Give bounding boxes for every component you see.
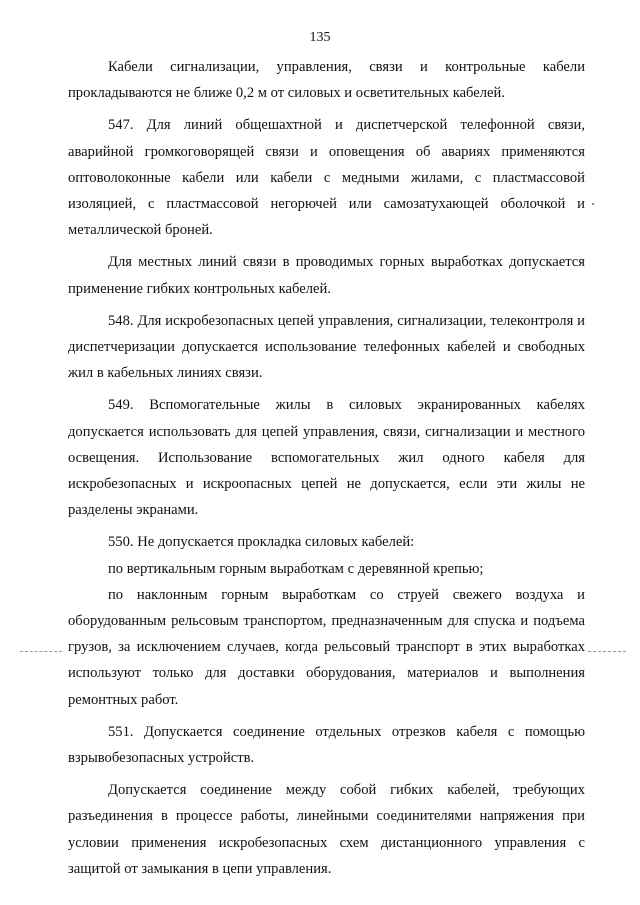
scan-artifact-dot xyxy=(592,203,594,205)
paragraph-548: 548. Для искробезопасных цепей управления, сигнализации, телеконтроля и диспетчеризации допускается использование телефонных кабелей и свободных жил в кабельных линиях связи. xyxy=(68,312,585,382)
paragraph-local-lines: Для местных линий связи в проводимых горных выработках допускается применение гибких контрольных кабелей. xyxy=(68,254,585,297)
paragraph-cables-signaling: Кабели сигнализации, управления, связи и контрольные кабели прокладываются не ближе 0,2 м от силовых и осветительных кабелей. xyxy=(68,59,585,102)
scan-artifact-line xyxy=(20,651,62,652)
page-number: 135 xyxy=(309,30,331,45)
paragraph-flexible-cables: Допускается соединение между собой гибких кабелей, требующих разъединения в процессе работы, линейными соединителями напряжения при условии применения искробезопасных схем дистанционного управления с защитой от замыкания в цепи управления. xyxy=(68,782,585,877)
paragraph-550-item-vertical: по вертикальным горным выработкам с деревянной крепью; xyxy=(108,560,484,577)
paragraph-549: 549. Вспомогательные жилы в силовых экранированных кабелях допускается использовать для цепей управления, связи, сигнализации и местного освещения. Использование вспомогательных жил одного кабеля для искробезопасных и искроопасных цепей не допускается, если эти жилы не разделены экранами. xyxy=(68,397,585,519)
paragraph-550-item-inclined: по наклонным горным выработкам со струей свежего воздуха и оборудованным рельсовым транспортом, предназначенным для спуска и подъема грузов, за исключением случаев, когда рельсовый транспорт в этих выработках используют только для доставки оборудования, материалов и выполнения ремонтных работ. xyxy=(68,586,585,708)
document-body xyxy=(68,54,585,882)
paragraph-547: 547. Для линий общешахтной и диспетчерской телефонной связи, аварийной громкоговорящей связи и оповещения об авариях применяются оптоволоконные кабели или кабели с медными жилами, с пластмассовой изоляцией, с пластмассовой негорючей или самозатухающей оболочкой и металлической броней. xyxy=(68,117,585,239)
paragraph-550: 550. Не допускается прокладка силовых кабелей: xyxy=(108,534,415,551)
scan-artifact-line xyxy=(588,651,626,652)
paragraph-551: 551. Допускается соединение отдельных отрезков кабеля с помощью взрывобезопасных устройств. xyxy=(68,723,585,767)
